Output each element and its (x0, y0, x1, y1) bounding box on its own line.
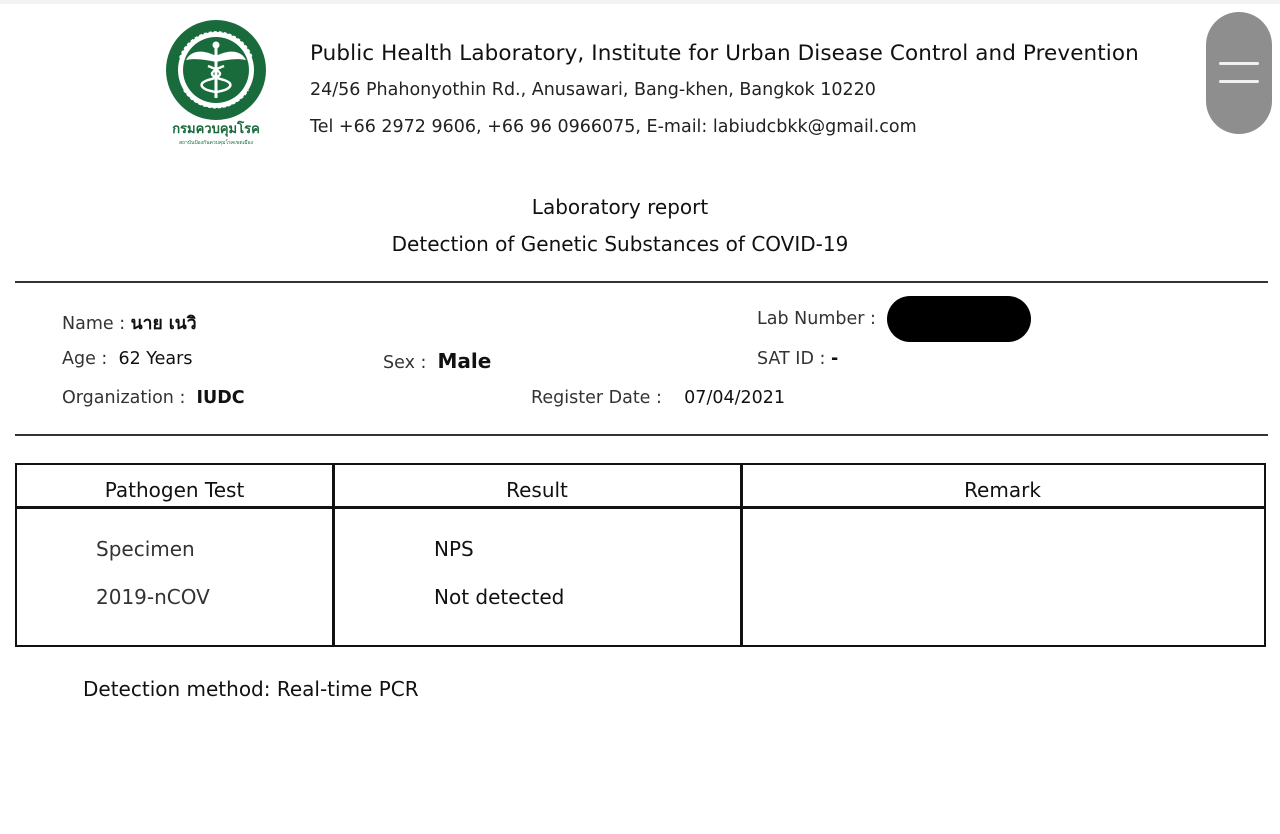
lab-number-label: Lab Number : (757, 309, 876, 329)
patient-age (62, 349, 192, 369)
register-date (531, 388, 785, 408)
patient-sex (383, 349, 491, 373)
lab-number (757, 309, 876, 329)
patient-name (62, 309, 197, 337)
row-ncov-test: 2019-nCOV (96, 585, 210, 609)
name-value: นาย เนวิ (130, 314, 197, 334)
row-ncov-result: Not detected (434, 585, 565, 609)
header-pathogen-test: Pathogen Test (104, 478, 245, 502)
results-table (15, 463, 1266, 647)
sat-id-label: SAT ID : (757, 349, 826, 369)
patient-organization (62, 388, 245, 408)
menu-icon-bar (1219, 80, 1259, 83)
age-label: Age : (62, 349, 108, 369)
header-result: Result (506, 478, 568, 502)
floating-menu-button[interactable] (1206, 12, 1272, 134)
register-date-label: Register Date : (531, 388, 662, 408)
name-label: Name : (62, 314, 126, 334)
register-date-value: 07/04/2021 (684, 388, 786, 408)
logo-thai-name: กรมควบคุมโรค (172, 122, 260, 137)
menu-icon (1219, 62, 1259, 65)
sat-id-value: - (830, 349, 839, 369)
organization-contact: Tel +66 2972 9606, +66 96 0966075, E-mail: labiudcbkk@gmail.com (310, 117, 917, 137)
report-subtitle: Detection of Genetic Substances of COVID-19 (391, 232, 849, 256)
sex-label: Sex : (383, 353, 427, 373)
row-specimen-result: NPS (434, 537, 474, 561)
report-title: Laboratory report (531, 195, 709, 219)
ministry-logo (160, 18, 272, 158)
organization-label: Organization : (62, 388, 186, 408)
logo-thai-subtitle: สถาบันป้องกันควบคุมโรคเขตเมือง (178, 140, 254, 146)
ministry-seal-icon (160, 18, 272, 122)
sat-id (757, 349, 838, 369)
age-value: 62 Years (118, 349, 193, 369)
organization-address: 24/56 Phahonyothin Rd., Anusawari, Bang-khen, Bangkok 10220 (310, 80, 876, 100)
divider-bottom (15, 434, 1268, 436)
divider-top (15, 281, 1268, 283)
lab-number-redaction (887, 296, 1031, 342)
table-header-divider (17, 506, 1264, 509)
organization-value: IUDC (196, 388, 245, 408)
header-remark: Remark (964, 478, 1041, 502)
organization-name: Public Health Laboratory, Institute for Urban Disease Control and Prevention (310, 41, 1139, 66)
top-edge (0, 0, 1280, 4)
sex-value: Male (437, 349, 492, 373)
detection-method: Detection method: Real-time PCR (83, 677, 419, 701)
row-specimen-test: Specimen (96, 537, 195, 561)
